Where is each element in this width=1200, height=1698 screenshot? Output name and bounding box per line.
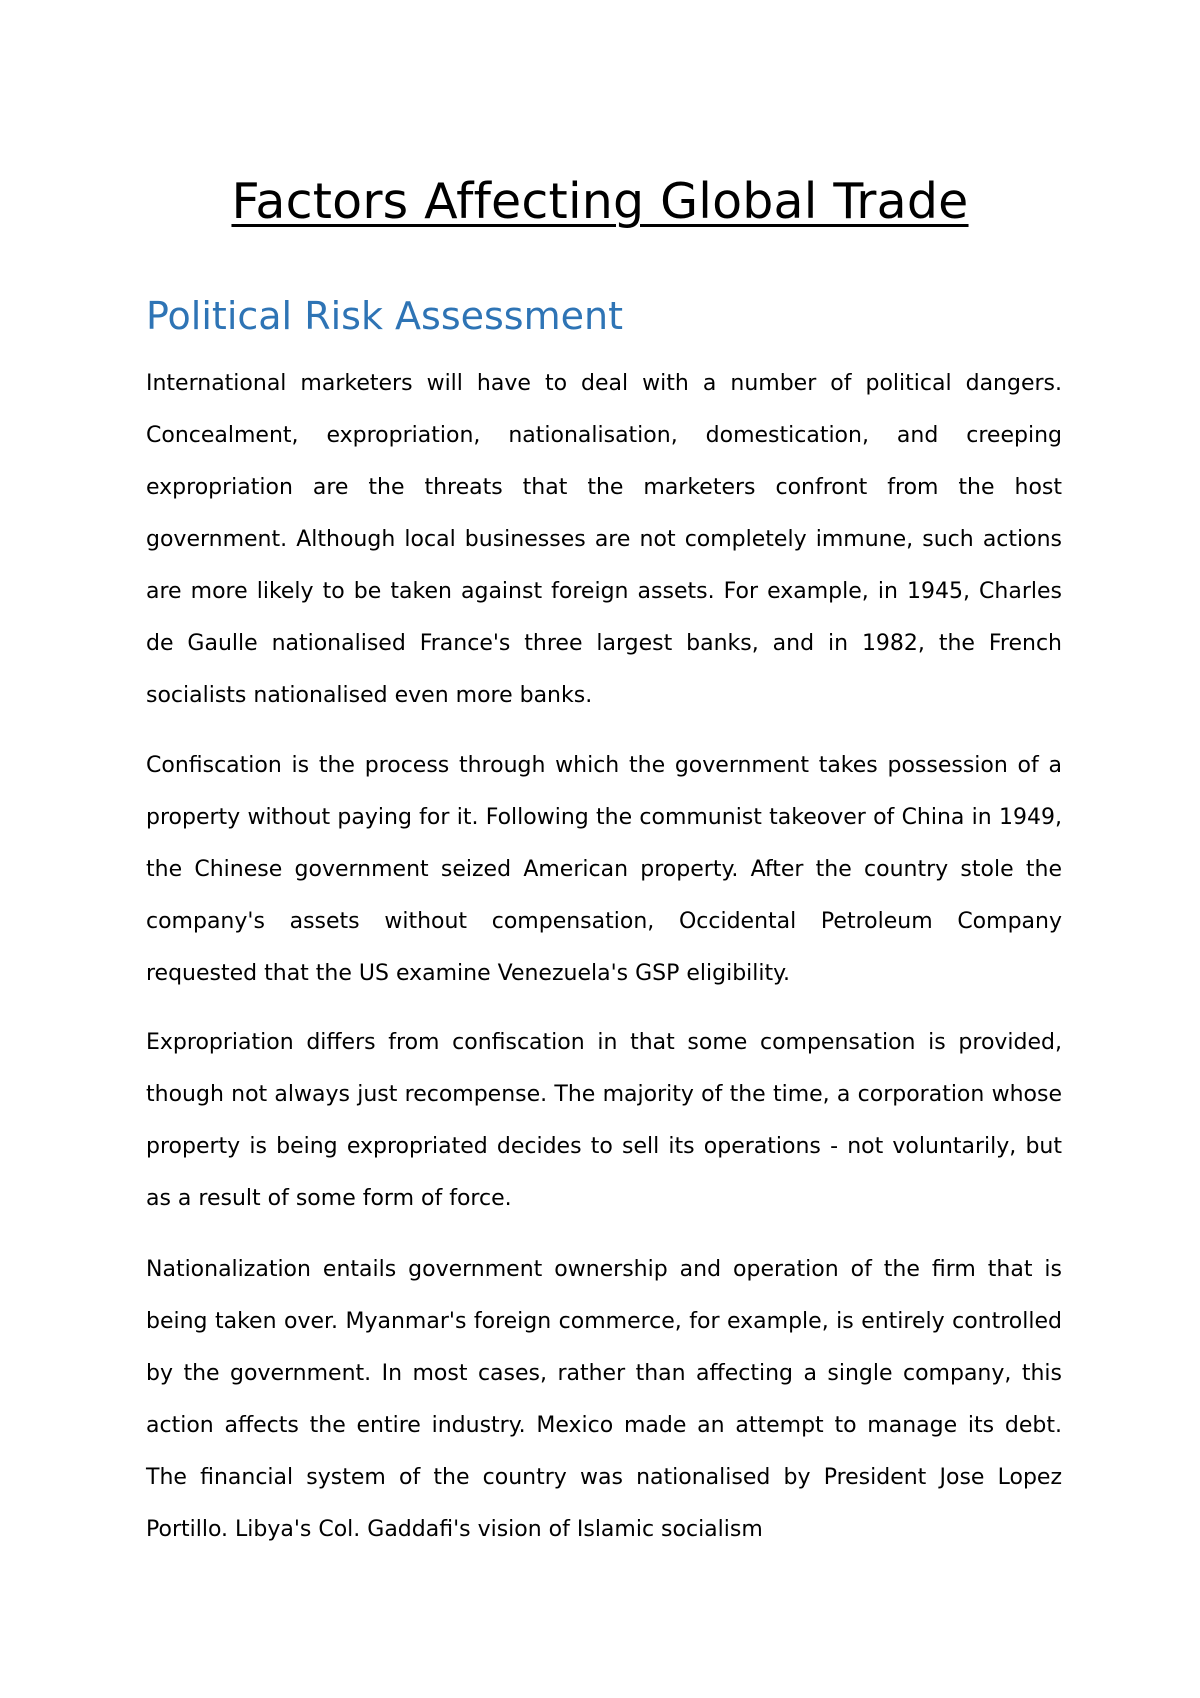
body-paragraph: Expropriation differs from confiscation in that some compensation is provided, though not always just recompense. The majority of the time, a corporation whose property is being expropriated decides to sell its operations - not voluntarily, but as a result of some form of force. <box>146 1030 1062 1211</box>
document-title: Factors Affecting Global Trade <box>231 173 969 230</box>
body-paragraph: Nationalization entails government ownership and operation of the firm that is being taken over. Myanmar's foreign commerce, for example, is entirely controlled by the government. In most cases, rather than affecting a single company, this action affects the entire industry. Mexico made an attempt to manage its debt. The financial system of the country was nationalised by President Jose Lopez Portillo. Libya's Col. Gaddafi's vision of Islamic socialism <box>146 1257 1062 1542</box>
body-paragraph: Confiscation is the process through which the government takes possession of a property without paying for it. Following the communist takeover of China in 1949, the Chinese government seized American property. After the country stole the company's assets without compensation, Occidental Petroleum Company requested that the US examine Venezuela's GSP eligibility. <box>146 753 1062 986</box>
section-heading: Political Risk Assessment <box>146 294 623 338</box>
body-paragraph: International marketers will have to deal with a number of political dangers. Concealment, expropriation, nationalisation, domestication, and creeping expropriation are the threats that the marketers confront from the host government. Although local businesses are not completely immune, such actions are more likely to be taken against foreign assets. For example, in 1945, Charles de Gaulle nationalised France's three largest banks, and in 1982, the French socialists nationalised even more banks. <box>146 371 1062 708</box>
